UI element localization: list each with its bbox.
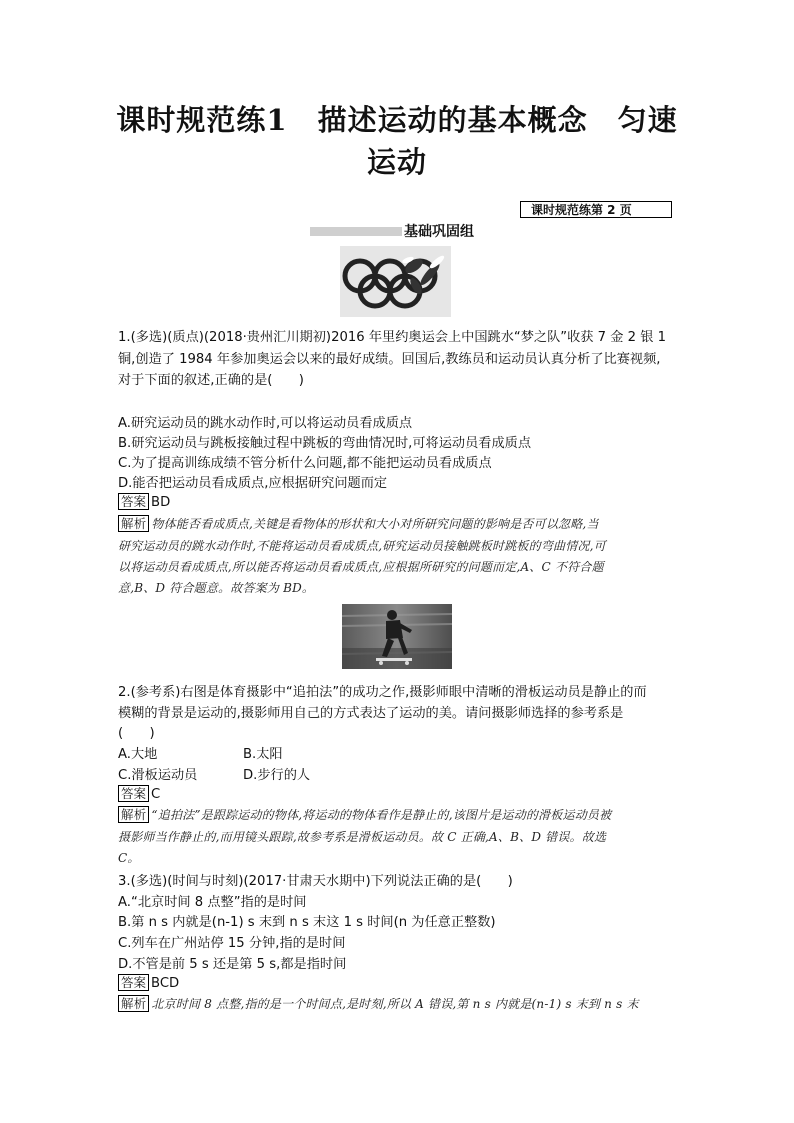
q3-answer-value: BCD [151, 976, 180, 991]
analysis-label: 解析 [118, 515, 149, 532]
q3-analysis-line: 解析 北京时间 8 点整,指的是一个时间点,是时刻,所以 A 错误,第 n s 内就是(n-1) s 末到 n s 末 [118, 995, 639, 1012]
q3-option-c: C.列车在广州站停 15 分钟,指的是时间 [118, 936, 346, 951]
q2-analysis-line: 解析 “追拍法”是跟踪运动的物体,将运动的物体看作是静止的,该图片是运动的滑板运动员被 [118, 806, 611, 823]
q1-option-a: A.研究运动员的跳水动作时,可以将运动员看成质点 [118, 416, 413, 431]
q2-option-c: C.滑板运动员 [118, 768, 198, 783]
q2-option-a: A.大地 [118, 747, 158, 762]
q3-option-a: A.“北京时间 8 点整”指的是时间 [118, 895, 307, 910]
q1-analysis-line: 解析 物体能否看成质点,关键是看物体的形状和大小对所研究问题的影响是否可以忽略,当 [118, 515, 599, 532]
q1-answer [118, 493, 170, 510]
page-tag[interactable]: 课时规范练第 2 页 [520, 201, 672, 218]
group-heading-bar [310, 227, 402, 236]
q1-answer-value: BD [151, 495, 171, 510]
q2-analysis-line: C。 [118, 851, 140, 865]
analysis-label: 解析 [118, 806, 149, 823]
q2-stem-line: 2.(参考系)右图是体育摄影中“追拍法”的成功之作,摄影师眼中清晰的滑板运动员是静止的而 [118, 685, 647, 700]
q1-stem-line: 对于下面的叙述,正确的是( ) [118, 373, 304, 388]
answer-label: 答案 [118, 974, 149, 991]
q1-analysis-line: 意,B、D 符合题意。故答案为 BD。 [118, 581, 315, 595]
q2-analysis-line: 摄影师当作静止的,而用镜头跟踪,故参考系是滑板运动员。故 C 正确,A、B、D 错误。故选 [118, 830, 607, 844]
q2-stem-line: 模糊的背景是运动的,摄影师用自己的方式表达了运动的美。请问摄影师选择的参考系是 [118, 706, 624, 721]
q2-stem-line: ( ) [118, 726, 155, 741]
q2-option-b: B.太阳 [243, 747, 283, 762]
page-title-line2: 运动 [366, 145, 427, 179]
q3-option-b: B.第 n s 内就是(n-1) s 末到 n s 末这 1 s 时间(n 为任意正整数) [118, 915, 496, 930]
group-heading: 基础巩固组 [404, 224, 474, 240]
q1-stem-line: 1.(多选)(质点)(2018·贵州汇川期初)2016 年里约奥运会上中国跳水“梦之队”收获 7 金 2 银 1 [118, 330, 666, 345]
answer-label: 答案 [118, 785, 149, 802]
page-title-line1: 课时规范练1 描述运动的基本概念 匀速 [116, 103, 678, 137]
diving-olympic-rings-photo [340, 246, 451, 317]
q2-answer-value: C [151, 787, 161, 802]
q1-analysis-line: 以将运动员看成质点,所以能否将运动员看成质点,应根据所研究的问题而定,A、C 不符合题 [118, 560, 604, 574]
skateboarder-photo [342, 604, 452, 669]
answer-label: 答案 [118, 493, 149, 510]
q1-option-c: C.为了提高训练成绩不管分析什么问题,都不能把运动员看成质点 [118, 456, 492, 471]
q1-analysis-line: 研究运动员的跳水动作时,不能将运动员看成质点,研究运动员接触跳板时跳板的弯曲情况,可 [118, 539, 606, 553]
q1-option-b: B.研究运动员与跳板接触过程中跳板的弯曲情况时,可将运动员看成质点 [118, 436, 532, 451]
q2-answer [118, 785, 160, 802]
q3-stem-line: 3.(多选)(时间与时刻)(2017·甘肃天水期中)下列说法正确的是( ) [118, 874, 513, 889]
q2-option-d: D.步行的人 [243, 768, 311, 783]
q1-stem-line: 铜,创造了 1984 年参加奥运会以来的最好成绩。回国后,教练员和运动员认真分析了比赛视频, [118, 352, 661, 367]
q1-option-d: D.能否把运动员看成质点,应根据研究问题而定 [118, 476, 388, 491]
q3-option-d: D.不管是前 5 s 还是第 5 s,都是指时间 [118, 957, 347, 972]
q3-answer [118, 974, 179, 991]
analysis-label: 解析 [118, 995, 149, 1012]
